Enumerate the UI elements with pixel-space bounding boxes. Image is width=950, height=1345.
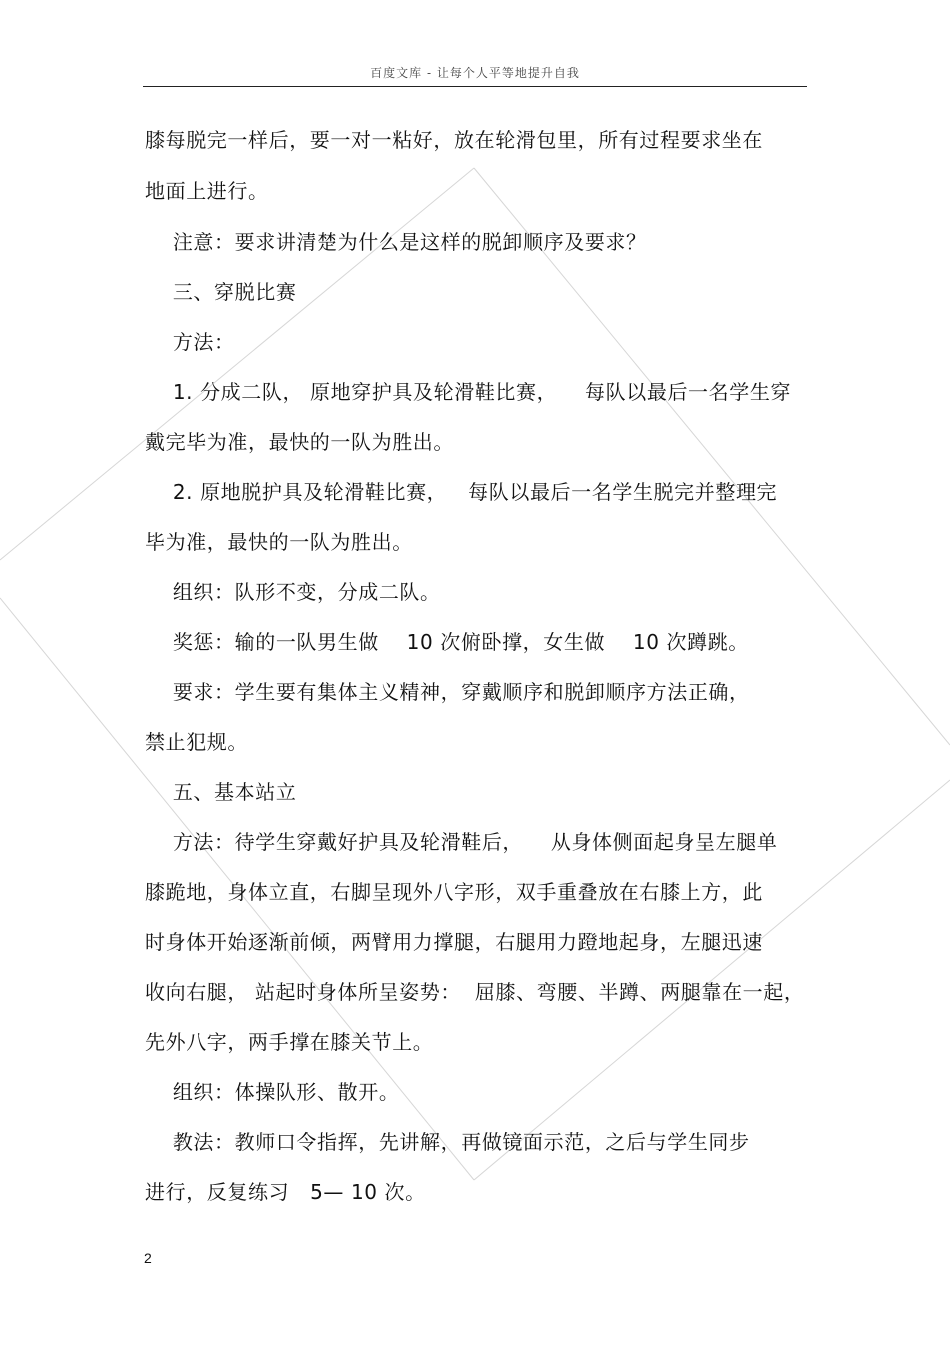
section-heading: 五、基本站立 — [145, 780, 297, 804]
text-line: 要求：学生要有集体主义精神，穿戴顺序和脱卸顺序方法正确， — [145, 680, 750, 704]
text-line: 组织：队形不变，分成二队。 — [145, 580, 441, 604]
text-line: 禁止犯规。 — [145, 730, 248, 754]
text-line: 时身体开始逐渐前倾，两臂用力撑腿，右腿用力蹬地起身，左腿迅速 — [145, 930, 763, 954]
text-line: 奖惩：输的一队男生做 10 次俯卧撑，女生做 10 次蹲跳。 — [145, 630, 749, 654]
text-line: 2. 原地脱护具及轮滑鞋比赛， 每队以最后一名学生脱完并整理完 — [145, 480, 778, 504]
text-line: 戴完毕为准，最快的一队为胜出。 — [145, 430, 454, 454]
text-line: 进行，反复练习 5— 10 次。 — [145, 1180, 426, 1204]
text-line: 方法：待学生穿戴好护具及轮滑鞋后， 从身体侧面起身呈左腿单 — [145, 830, 778, 854]
page-header: 百度文库 - 让每个人平等地提升自我 — [370, 66, 580, 80]
text-line: 收向右腿， 站起时身体所呈姿势： 屈膝、弯腰、半蹲、两腿靠在一起， — [145, 980, 805, 1004]
section-heading: 三、穿脱比赛 — [145, 280, 297, 304]
text-line: 教法：教师口令指挥，先讲解，再做镜面示范，之后与学生同步 — [145, 1130, 750, 1154]
text-line: 1. 分成二队， 原地穿护具及轮滑鞋比赛， 每队以最后一名学生穿 — [145, 380, 792, 404]
text-line: 组织：体操队形、散开。 — [145, 1080, 400, 1104]
text-line: 方法： — [145, 330, 235, 354]
text-line: 地面上进行。 — [145, 179, 269, 203]
text-line: 注意：要求讲清楚为什么是这样的脱卸顺序及要求？ — [145, 230, 647, 254]
text-line: 膝跪地，身体立直，右脚呈现外八字形，双手重叠放在右膝上方，此 — [145, 880, 763, 904]
header-divider — [143, 86, 807, 87]
text-line: 膝每脱完一样后，要一对一粘好，放在轮滑包里，所有过程要求坐在 — [145, 128, 763, 152]
text-line: 先外八字，两手撑在膝关节上。 — [145, 1030, 434, 1054]
page-number: 2 — [144, 1250, 152, 1266]
text-line: 毕为准，最快的一队为胜出。 — [145, 530, 413, 554]
